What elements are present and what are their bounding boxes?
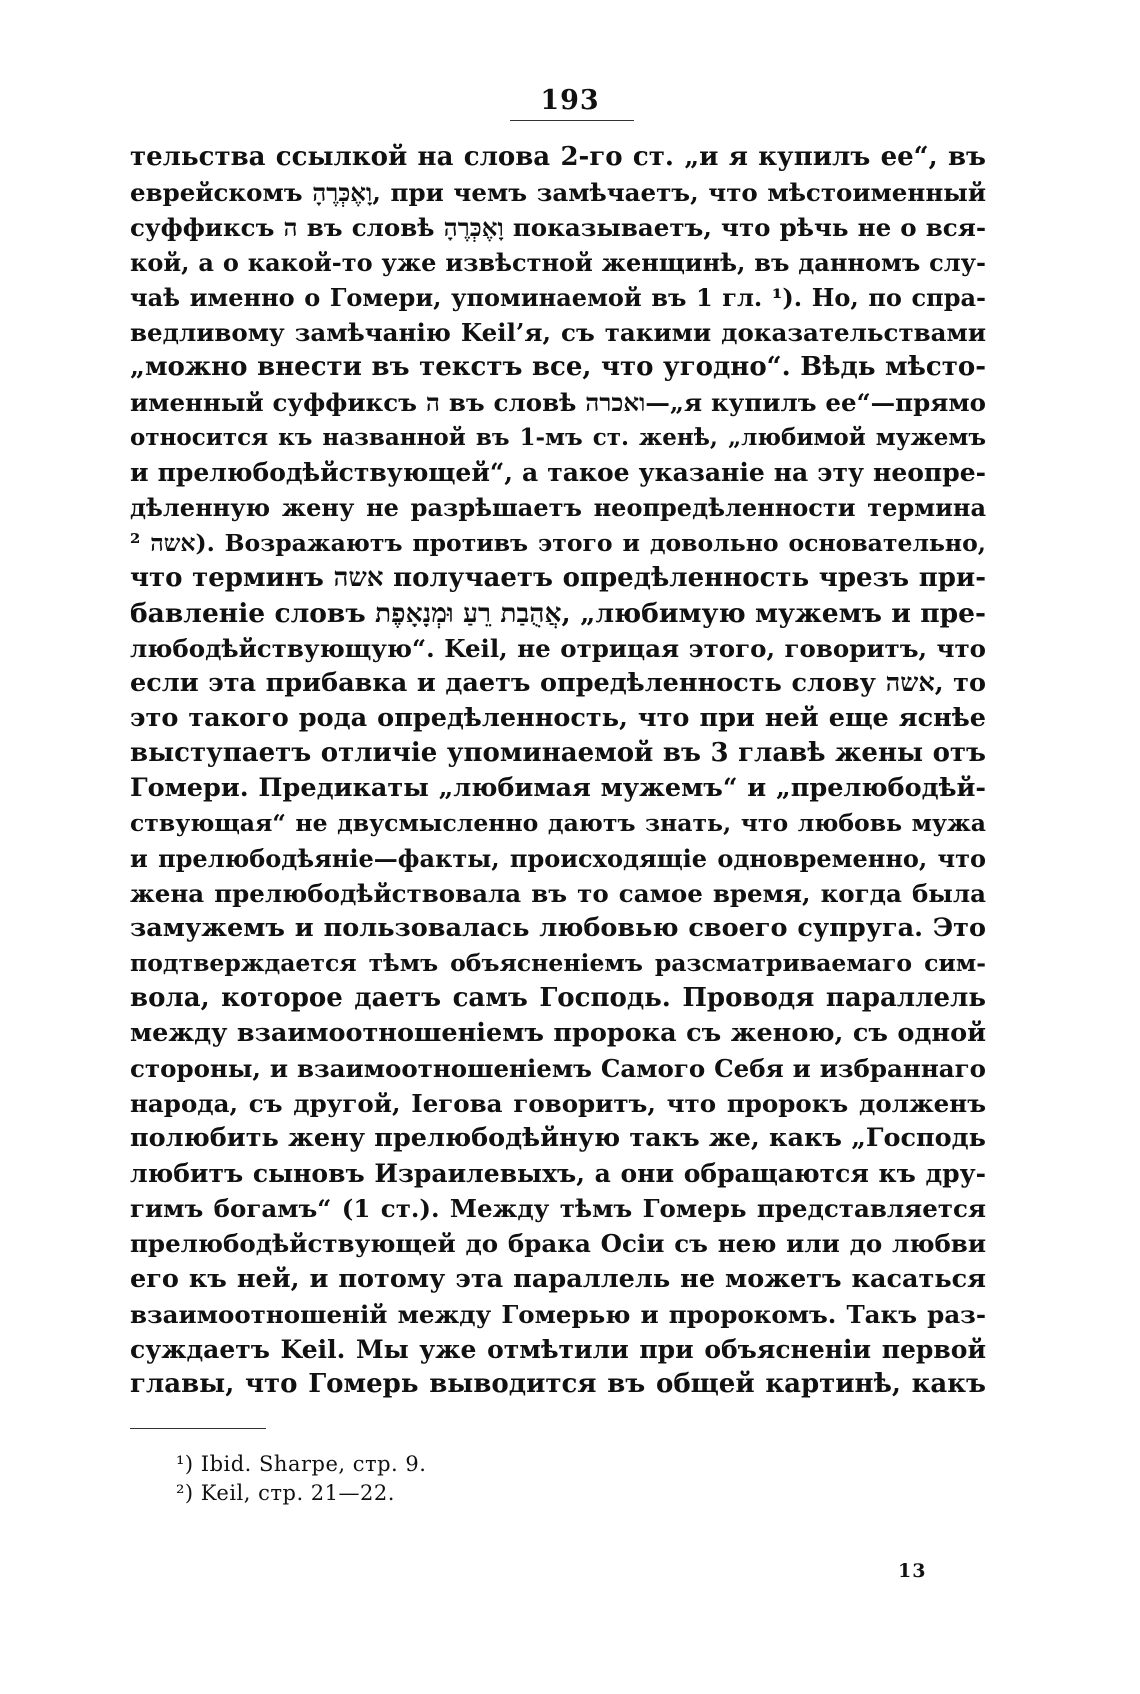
text-line: это такого рода опредѣленность, что при ней еще яснѣе xyxy=(130,702,986,733)
text-line: замужемъ и пользовалась любовью своего супруга. Это xyxy=(130,913,986,944)
text-line: суждаетъ Keil. Мы уже отмѣтили при объясненіи первой xyxy=(130,1334,986,1364)
text-line: именный суффиксъ ה въ словѣ ואכרה—„я купилъ ее“—прямо xyxy=(130,388,986,418)
text-line: кой, а о какой-то уже извѣстной женщинѣ, въ данномъ слу- xyxy=(130,248,986,278)
text-line: жена прелюбодѣйствовала въ то самое время, когда была xyxy=(130,878,986,908)
body-text xyxy=(130,140,986,1402)
text-line: народа, съ другой, Іегова говоритъ, что пророкъ долженъ xyxy=(130,1089,986,1119)
text-line: ствующая“ не двусмысленно даютъ знать, что любовь мужа xyxy=(130,808,986,837)
footnote: ¹) Ibid. Sharpe, стр. 9. xyxy=(176,1452,427,1476)
text-line: взаимоотношеній между Гомерью и пророкомъ. Такъ раз- xyxy=(130,1299,986,1329)
text-line: его къ ней, и потому эта параллель не можетъ касаться xyxy=(130,1263,986,1294)
page-number-rule xyxy=(510,120,634,121)
footnotes xyxy=(176,1450,426,1508)
text-line: главы, что Гомерь выводится въ общей картинѣ, какъ xyxy=(130,1368,986,1399)
text-line: если эта прибавка и даетъ опредѣленность слову אשה, то xyxy=(130,667,986,698)
signature-mark: 13 xyxy=(898,1560,927,1582)
text-line: прелюбодѣйствующей до брака Осіи съ нею или до любви xyxy=(130,1229,986,1259)
text-line: относится къ названной въ 1-мъ ст. женѣ, „любимой мужемъ xyxy=(130,424,986,452)
text-line: гимъ богамъ“ (1 ст.). Между тѣмъ Гомерь представляется xyxy=(130,1194,986,1224)
text-line: суффиксъ ה въ словѣ וָאֶכְּרֶהָ показываетъ, что рѣчь не о вся- xyxy=(130,213,986,243)
text-line: подтверждается тѣмъ объясненіемъ разсматриваемаго сим- xyxy=(130,949,986,978)
text-line: „можно внести въ текстъ все, что угодно“. Вѣдь мѣсто- xyxy=(130,352,986,383)
text-line: и прелюбодѣяніе—факты, происходящіе одновременно, что xyxy=(130,843,986,873)
text-line: что терминъ אשה получаетъ опредѣленность чрезъ при- xyxy=(130,562,986,593)
text-line: любодѣйствующую“. Keil, не отрицая этого, говоритъ, что xyxy=(130,633,986,663)
text-line: между взаимоотношеніемъ пророка съ женою, съ одной xyxy=(130,1018,986,1049)
footnote: ²) Keil, стр. 21—22. xyxy=(176,1481,395,1505)
text-line: бавленіе словъ אֲהֻבַת רֵעַ וּמְנָאָפֶת, „любимую мужемъ и пре- xyxy=(130,597,986,629)
text-line: дѣленную жену не разрѣшаетъ неопредѣленности термина xyxy=(130,493,986,523)
text-line: полюбить жену прелюбодѣйную такъ же, какъ „Господь xyxy=(130,1123,986,1154)
page-number: 193 xyxy=(540,85,600,116)
text-line: еврейскомъ וָאֶכְּרֶהָ, при чемъ замѣчаетъ, что мѣстоименный xyxy=(130,178,986,208)
text-line: вола, которое даетъ самъ Господь. Проводя параллель xyxy=(130,983,986,1014)
text-line: и прелюбодѣйствующей“, а такое указаніе на эту неопре- xyxy=(130,458,986,488)
text-line: אשה ²). Возражаютъ противъ этого и довольно основательно, xyxy=(130,528,986,557)
text-line: ведливому замѣчанію Keil’я, съ такими доказательствами xyxy=(130,318,986,348)
text-line: любитъ сыновъ Израилевыхъ, а они обращаются къ дру- xyxy=(130,1159,986,1189)
text-line: стороны, и взаимоотношеніемъ Самого Себя и избраннаго xyxy=(130,1054,986,1084)
text-line: выступаетъ отличіе упоминаемой въ 3 главѣ жены отъ xyxy=(130,737,986,768)
text-line: тельства ссылкой на слова 2-го ст. „и я купилъ ее“, въ xyxy=(130,142,986,172)
text-line: чаѣ именно о Гомери, упоминаемой въ 1 гл. ¹). Но, по спра- xyxy=(130,283,986,313)
footnote-rule xyxy=(130,1428,266,1429)
text-line: Гомери. Предикаты „любимая мужемъ“ и „прелюбодѣй- xyxy=(130,772,986,803)
